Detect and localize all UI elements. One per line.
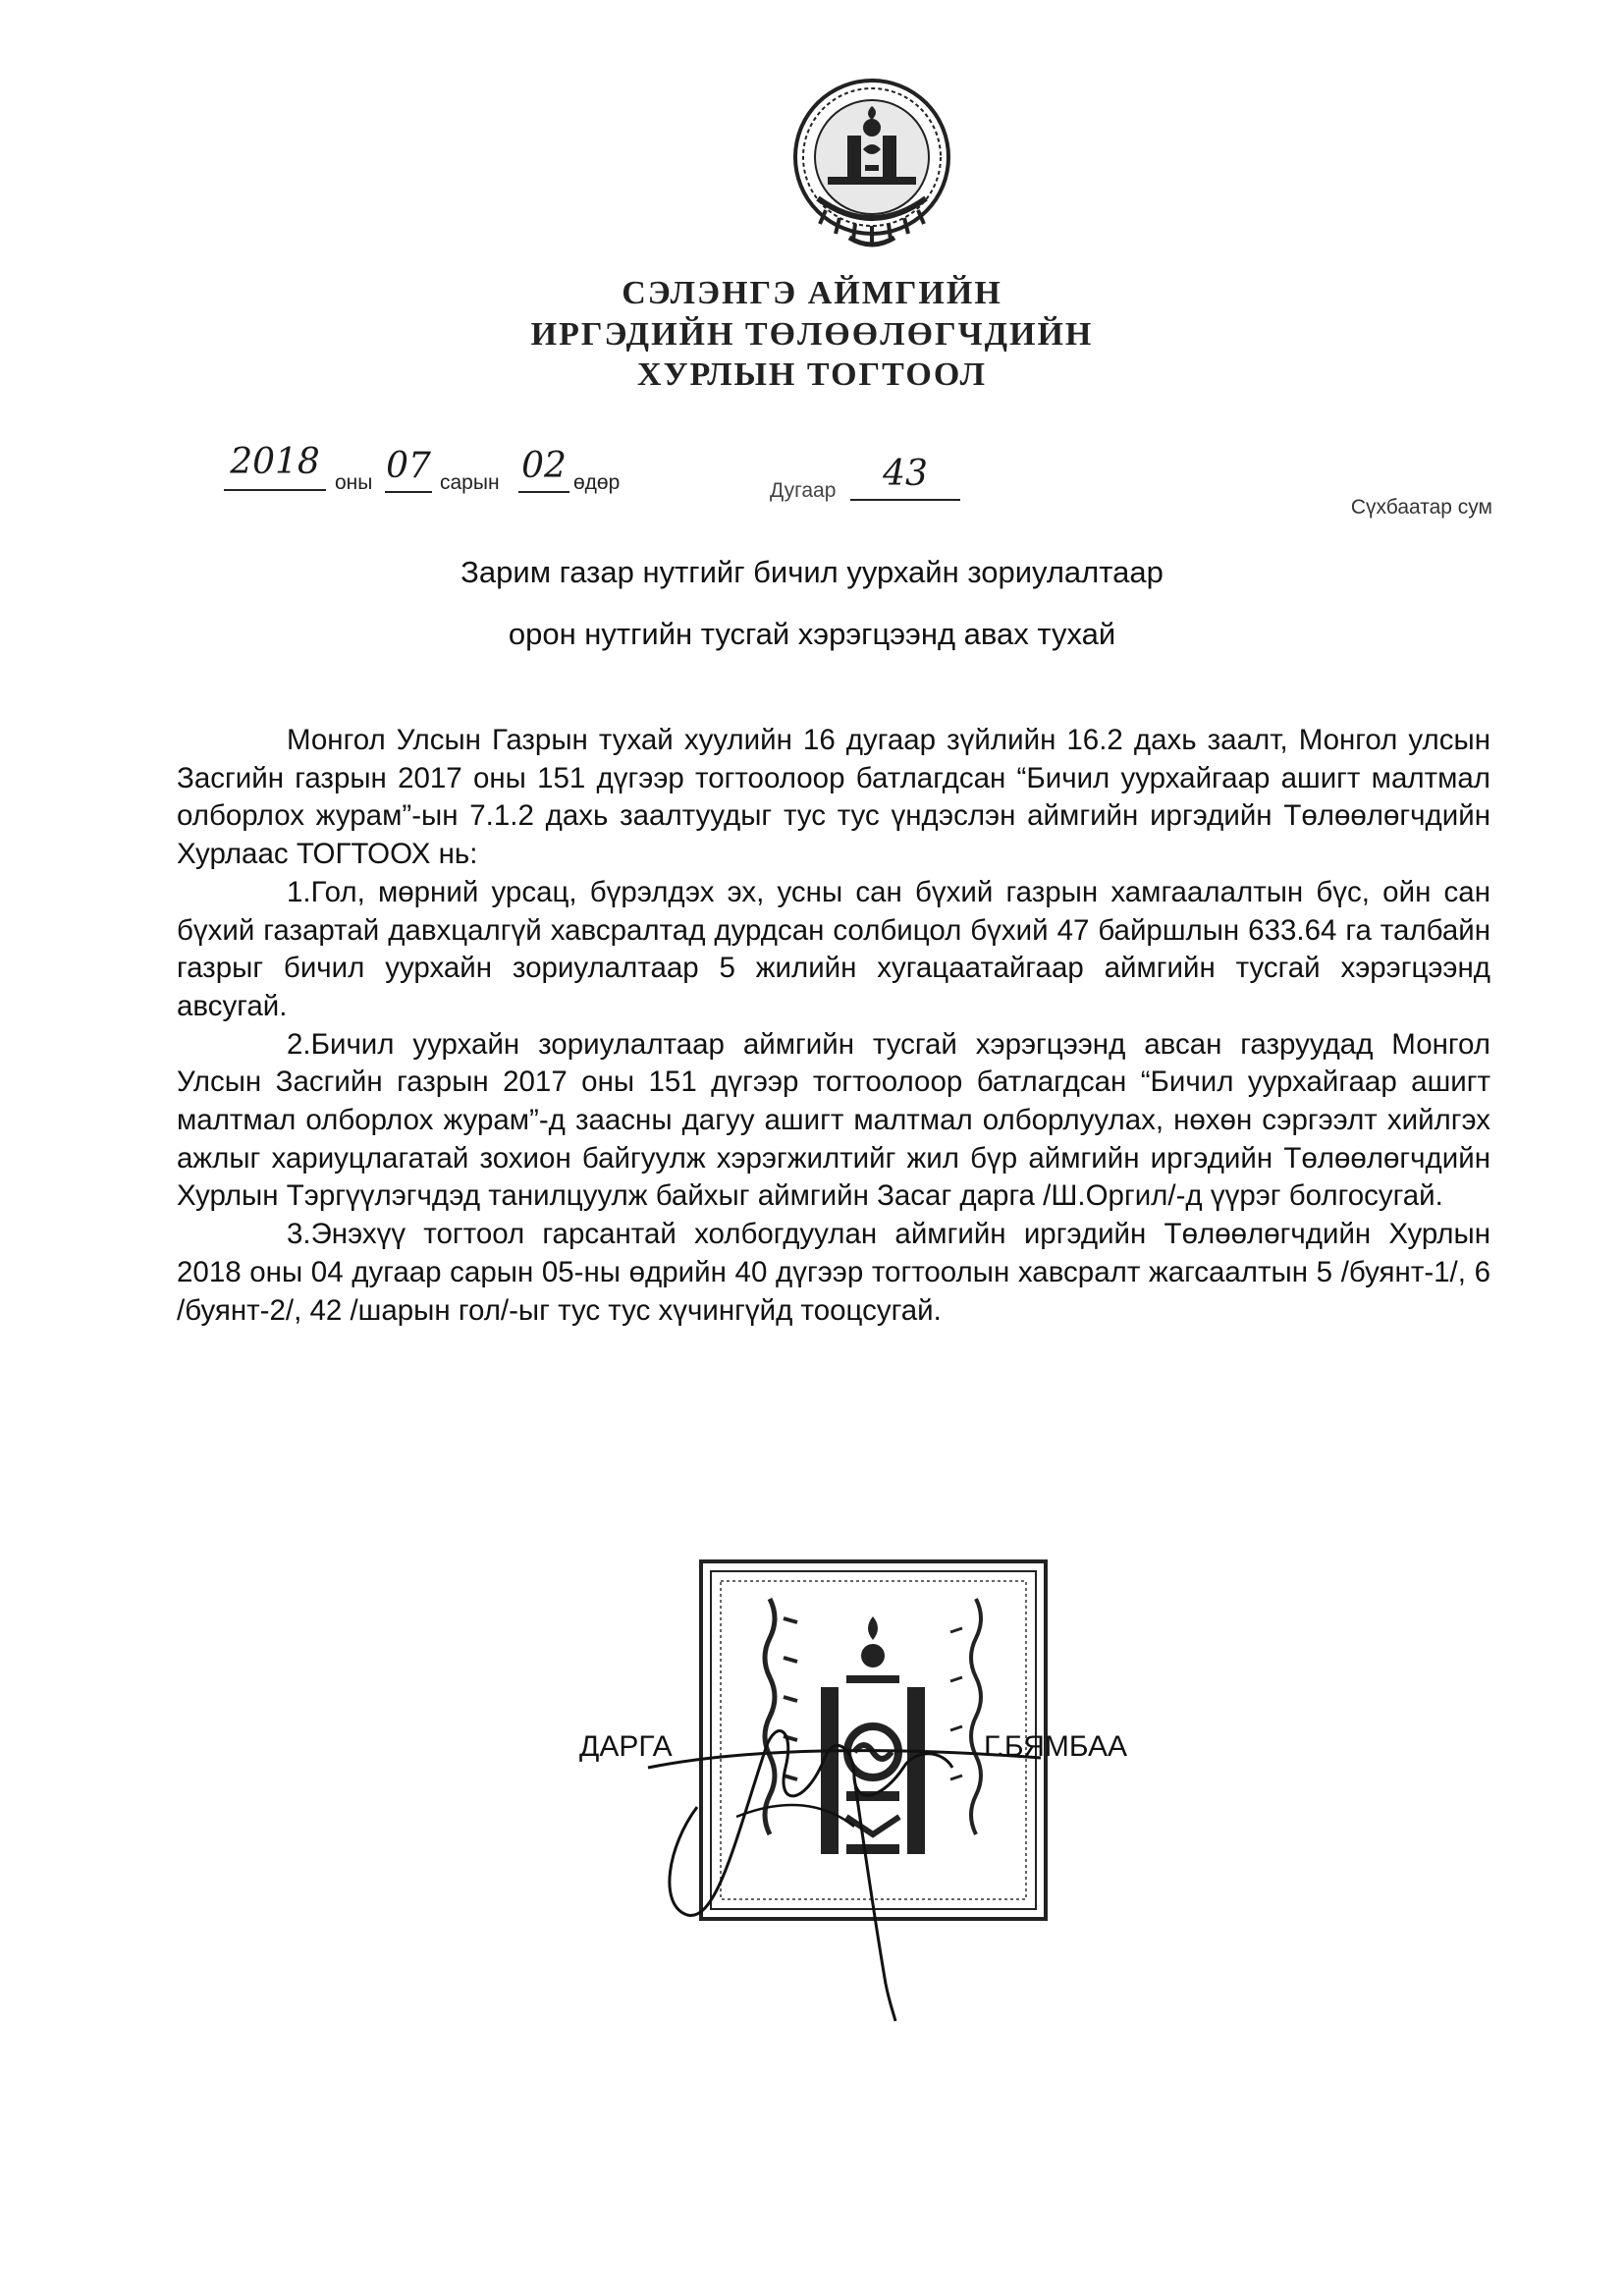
resolution-number: 43 <box>850 454 960 501</box>
handwritten-signature-icon <box>628 1689 1060 2023</box>
date-day: 02 <box>518 446 569 493</box>
document-type: ХУРЛЫН ТОГТООЛ <box>637 356 987 393</box>
signatory-title: ДАРГА <box>579 1730 673 1763</box>
resolution-body <box>177 722 1490 1330</box>
date-year: 2018 <box>224 442 326 491</box>
subject-line1: Зарим газар нутгийг бичил уурхайн зориулалтаар <box>460 555 1164 589</box>
intro-paragraph: Монгол Улсын Газрын тухай хуулийн 16 дугаар зүйлийн 16.2 дахь заалт, Монгол улсын Засгийн газрын 2017 оны 151 дүгээр тогтоолоор батлагдсан “Бичил уурхайгаар ашигт малтмал олборлох журам”-ын 7.1.2 дахь заалтуудыг тус тус үндэслэн аймгийн иргэдийн Төлөөлөгчдийн Хурлаас ТОГТООХ нь: <box>177 724 1490 871</box>
place-name: Сүхбаатар сум <box>1350 496 1492 519</box>
resolution-item-3: 3.Энэхүү тогтоол гарсантай холбогдуулан аймгийн иргэдийн Төлөөлөгчдийн Хурлын 2018 оны 04 дугаар сарын 05-ны өдрийн 40 дүгээр тогтоолын хавсралт жагсаалтын 5 /буянт-1/, 6 /буянт-2/, 42 /шарын гол/-ыг тус тус хүчингүйд тооцсугай. <box>177 1218 1490 1327</box>
signatory-name: Г.БЯМБАА <box>984 1730 1127 1763</box>
org-name-line2: ИРГЭДИЙН ТӨЛӨӨЛӨГЧДИЙН <box>530 316 1094 353</box>
year-label: оны <box>335 471 373 494</box>
date-month: 07 <box>385 446 432 493</box>
day-label: өдөр <box>573 471 621 494</box>
subject-line2: орон нутгийн тусгай хэрэгцээнд авах тухай <box>508 617 1116 651</box>
org-name-line1: СЭЛЭНГЭ АЙМГИЙН <box>622 275 1002 311</box>
resolution-item-1: 1.Гол, мөрний урсац, бүрэлдэх эх, усны сан бүхий газрын хамгаалалтын бүс, ойн сан бүхий газартай давхцалгүй хавсралтад дурдсан солбицол бүхий 47 байршлын 633.64 га талбайн газрыг бичил уурхайн зориулалтаар 5 жилийн хугацаатайгаар аймгийн тусгай хэрэгцээнд авсугай. <box>177 875 1490 1022</box>
state-emblem-icon <box>788 71 955 257</box>
month-label: сарын <box>440 471 500 494</box>
number-label: Дугаар <box>770 479 837 502</box>
resolution-item-2: 2.Бичил уурхайн зориулалтаар аймгийн тусгай хэрэгцээнд авсан газруудад Монгол Улсын Засгийн газрын 2017 оны 151 дүгээр тогтоолоор батлагдсан “Бичил уурхайгаар ашигт малтмал олборлох журам”-д заасны дагуу ашигт малтмал олборлуулах, нөхөн сэргээлт хийлгэх ажлыг хариуцлагатай зохион байгуулж хэрэгжилтийг жил бүр аймгийн иргэдийн Төлөөлөгчдийн Хурлын Тэргүүлэгчдэд танилцуулж байхыг аймгийн Засаг дарга /Ш.Оргил/-д үүрэг болгосугай. <box>177 1027 1490 1213</box>
